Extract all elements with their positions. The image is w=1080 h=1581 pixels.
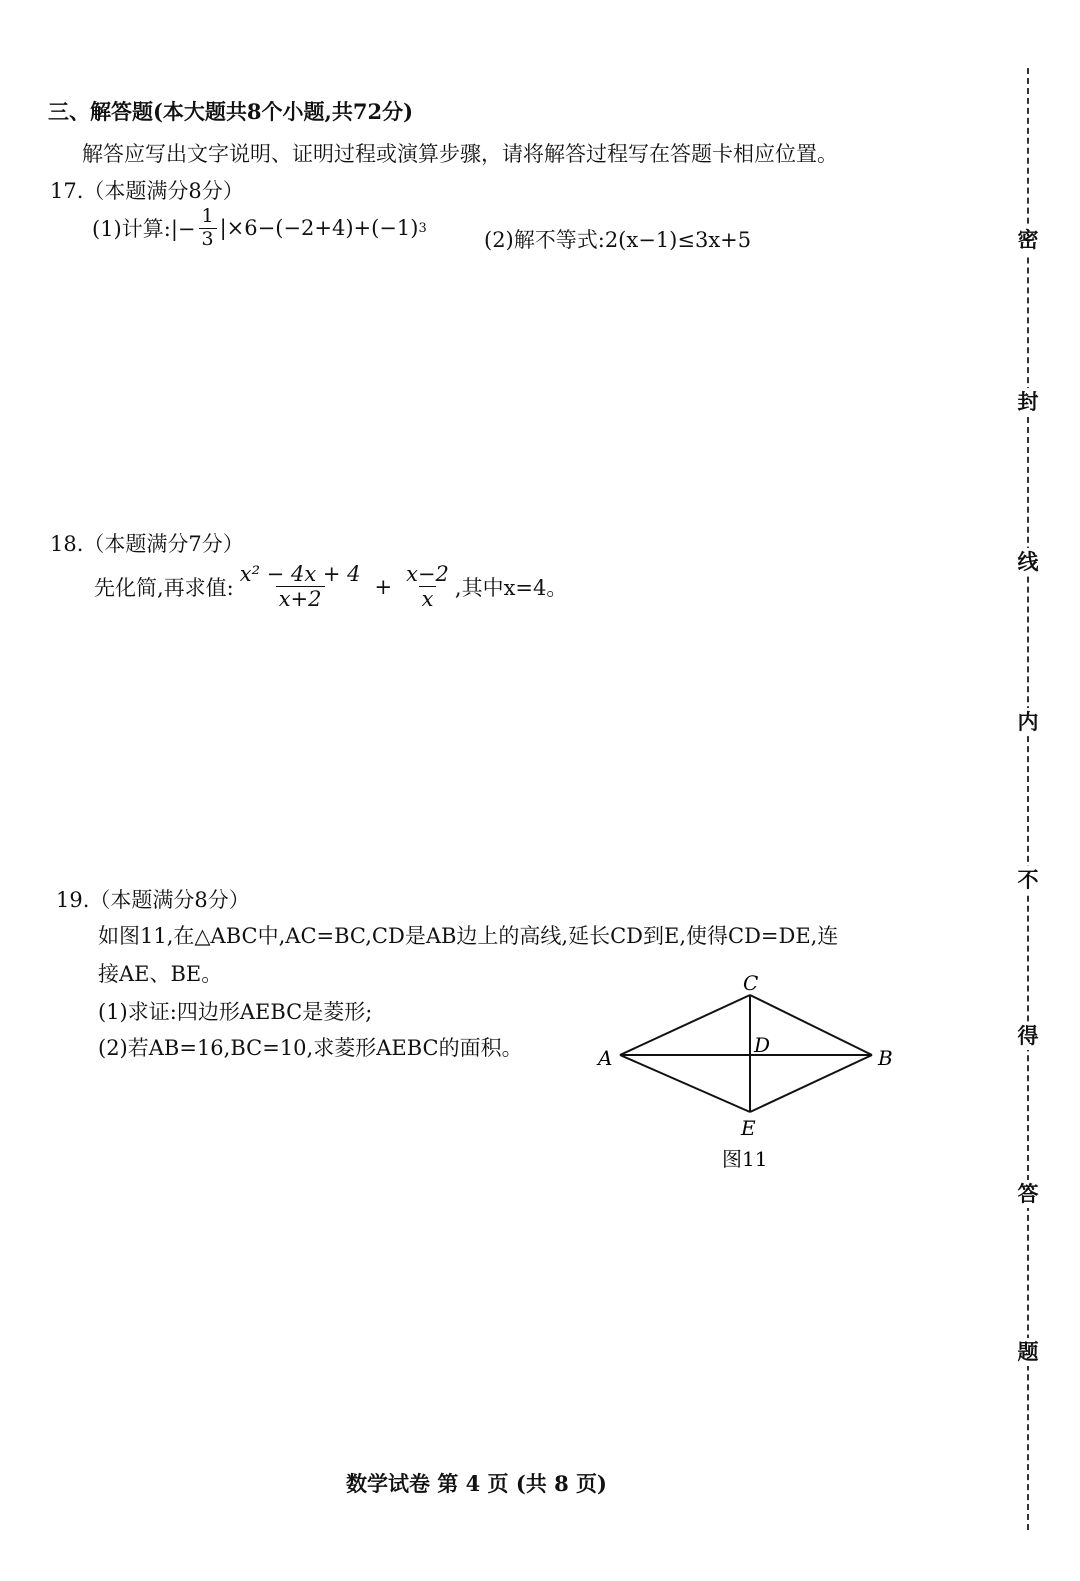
q18-fraction-1-denominator: x+2 — [276, 586, 325, 611]
q19-line1: 如图11,在△ABC中,AC=BC,CD是AB边上的高线,延长CD到E,使得CD=DE,连 — [98, 924, 839, 948]
section-title: 三、解答题(本大题共8个小题,共72分) — [48, 99, 414, 124]
q18-fraction-2-numerator: x−2 — [406, 562, 449, 586]
q19-part1: (1)求证:四边形AEBC是菱形; — [98, 1000, 373, 1024]
seal-char-ti: 题 — [1014, 1338, 1042, 1366]
q18-expression — [94, 562, 567, 611]
vertex-label-e: E — [741, 1116, 756, 1140]
q17-part2: (2)解不等式:2(x−1)≤3x+5 — [484, 228, 752, 252]
vertex-label-b: B — [878, 1046, 893, 1070]
q19-header: 19.（本题满分8分） — [56, 888, 250, 912]
q18-fraction-1-numerator: x² − 4x + 4 — [239, 562, 361, 586]
q17-part1-label: (1)计算:|− — [92, 217, 196, 242]
q18-plus: + — [374, 574, 393, 599]
q18-tail: ,其中x=4。 — [454, 575, 568, 600]
section-instruction: 解答应写出文字说明、证明过程或演算步骤，请将解答过程写在答题卡相应位置。 — [82, 142, 838, 166]
seal-char-bu: 不 — [1014, 866, 1042, 894]
seal-dashed-line — [1027, 68, 1029, 1530]
q18-fraction-2-denominator: x — [419, 586, 437, 611]
q17-header: 17.（本题满分8分） — [50, 179, 244, 203]
seal-char-de: 得 — [1014, 1022, 1042, 1050]
q18-fraction-2 — [403, 562, 452, 611]
q19-line2: 接AE、BE。 — [98, 962, 223, 986]
q19-part2: (2)若AB=16,BC=10,求菱形AEBC的面积。 — [98, 1036, 523, 1060]
q17-exponent: 3 — [418, 220, 427, 236]
seal-char-feng: 封 — [1014, 388, 1042, 416]
q17-fraction-denominator: 3 — [199, 228, 217, 251]
figure-caption: 图11 — [722, 1147, 768, 1171]
q18-fraction-1 — [237, 562, 364, 611]
segment-ea — [620, 1055, 750, 1112]
vertex-label-a: A — [598, 1046, 613, 1070]
page-footer: 数学试卷 第 4 页 (共 8 页) — [346, 1471, 607, 1496]
point-label-d: D — [754, 1033, 771, 1057]
q17-part1-rest: |×6−(−2+4)+(−1) — [219, 216, 419, 241]
seal-char-nei: 内 — [1014, 708, 1042, 736]
segment-be — [750, 1055, 872, 1112]
figure-11-diagram — [580, 970, 920, 1180]
q18-lead: 先化简,再求值: — [94, 575, 234, 600]
seal-char-xian: 线 — [1014, 548, 1042, 576]
seal-char-da: 答 — [1014, 1180, 1042, 1208]
q17-fraction-numerator: 1 — [201, 205, 214, 227]
q17-part1 — [92, 206, 427, 251]
vertex-label-c: C — [743, 971, 759, 995]
segment-ac — [620, 995, 750, 1055]
q18-header: 18.（本题满分7分） — [50, 532, 244, 556]
q17-fraction — [199, 206, 217, 251]
seal-char-mi: 密 — [1014, 226, 1042, 254]
